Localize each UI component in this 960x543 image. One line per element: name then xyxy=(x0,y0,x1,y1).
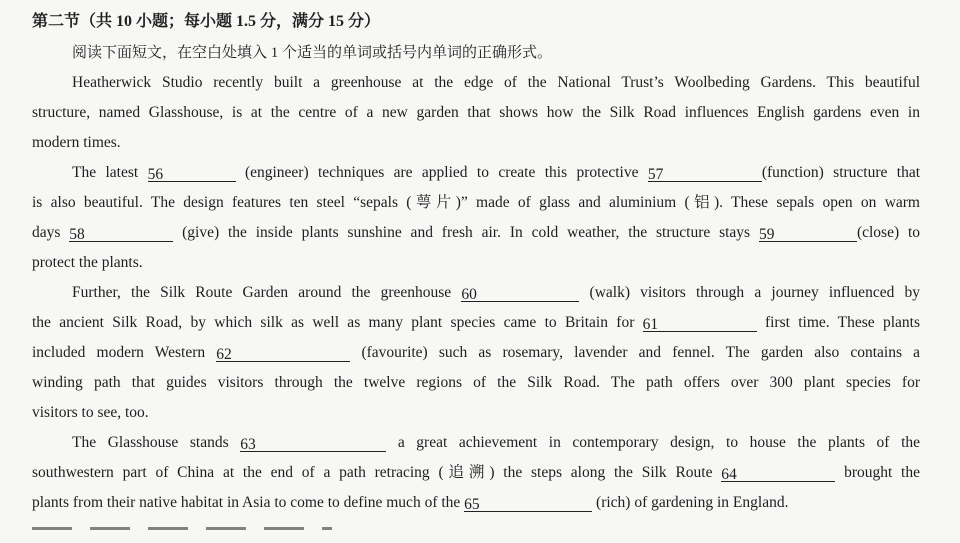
p4-line-3: plants from their native habitat in Asia to come to define much of the 65 (rich) of gardening in England. xyxy=(32,494,789,513)
blank-65[interactable]: 65 xyxy=(464,495,592,512)
p4-line-2: southwestern part of China at the end of a path retracing (追溯) the steps along the Silk Route 64 brought the xyxy=(32,464,920,483)
p3-line-1: Further, the Silk Route Garden around the greenhouse 60 (walk) visitors through a journey influenced by xyxy=(72,284,920,303)
instruction: 阅读下面短文，在空白处填入 1 个适当的单词或括号内单词的正确形式。 xyxy=(72,45,553,61)
p1-line-1: Heatherwick Studio recently built a greenhouse at the edge of the National Trust’s Woolbeding Gardens. This beautiful xyxy=(72,74,920,91)
p3-line-4: winding path that guides visitors through the twelve regions of the Silk Road. The path offers over 300 plant species for xyxy=(32,374,920,391)
blank-61[interactable]: 61 xyxy=(643,315,757,332)
p3-line-3: included modern Western 62 (favourite) such as rosemary, lavender and fennel. The garden also contains a xyxy=(32,344,920,363)
p4-line-1: The Glasshouse stands 63 a great achievement in contemporary design, to house the plants of the xyxy=(72,434,920,453)
section-title: 第二节（共 10 小题；每小题 1.5 分，满分 15 分） xyxy=(32,13,381,30)
blank-59[interactable]: 59 xyxy=(759,225,857,242)
blank-60[interactable]: 60 xyxy=(461,285,579,302)
blank-62[interactable]: 62 xyxy=(216,345,350,362)
p2-line-4: protect the plants. xyxy=(32,254,143,271)
p3-line-2: the ancient Silk Road, by which silk as well as many plant species came to Britain for 61 first time. These plants xyxy=(32,314,920,333)
cut-off-next-section xyxy=(32,527,332,530)
p1-line-3: modern times. xyxy=(32,134,121,151)
blank-58[interactable]: 58 xyxy=(69,225,173,242)
blank-56[interactable]: 56 xyxy=(148,165,236,182)
p2-line-3: days 58 (give) the inside plants sunshine and fresh air. In cold weather, the structure stays 59 (close) to xyxy=(32,224,920,243)
p1-line-2: structure, named Glasshouse, is at the centre of a new garden that shows how the Silk Road influences English gardens even in xyxy=(32,104,920,121)
p3-line-5: visitors to see, too. xyxy=(32,404,149,421)
blank-64[interactable]: 64 xyxy=(721,465,835,482)
p2-line-2: is also beautiful. The design features ten steel “sepals (萼片)” made of glass and aluminium (铝). These sepals open on warm xyxy=(32,194,920,211)
blank-57[interactable]: 57 xyxy=(648,165,762,182)
p2-line-1: The latest 56 (engineer) techniques are applied to create this protective 57 (function) structure that xyxy=(72,164,920,183)
blank-63[interactable]: 63 xyxy=(240,435,386,452)
